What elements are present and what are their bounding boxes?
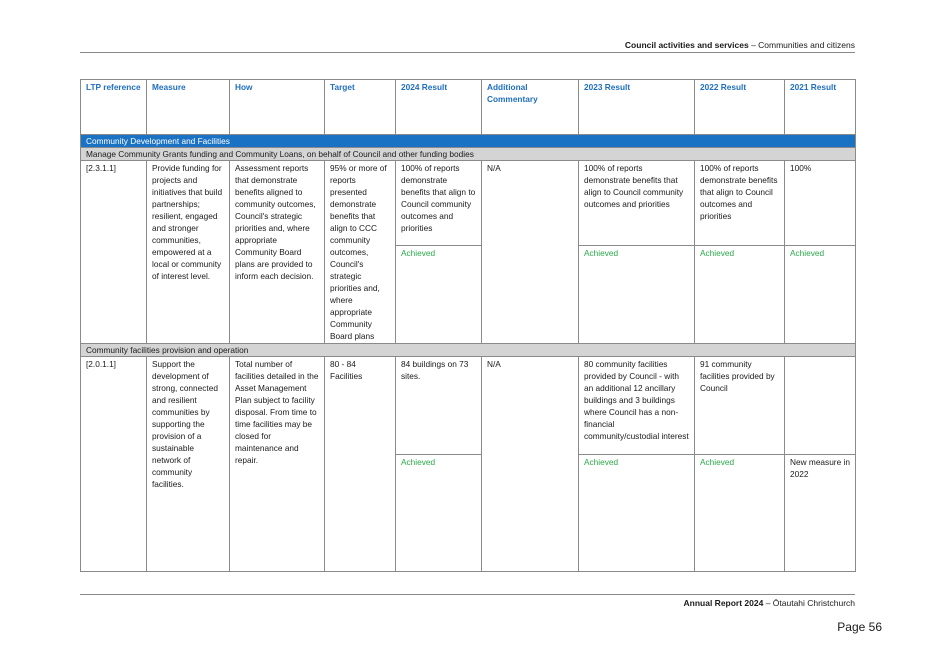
status-2022: Achieved <box>695 246 785 344</box>
header-title: Council activities and services <box>624 40 749 50</box>
col-header: How <box>230 80 325 135</box>
header-subtitle: – Communities and citizens <box>748 40 855 50</box>
group-title-row <box>81 148 856 161</box>
table-row <box>81 161 856 246</box>
ltp-reference: [2.3.1.1] <box>81 161 147 344</box>
section-title: Community Development and Facilities <box>81 135 856 148</box>
measure-cell: Support the development of strong, connected and resilient communities by supporting the provision of a sustainable network of community facilities. <box>147 357 230 572</box>
how-cell: Total number of facilities detailed in the Asset Management Plan subject to facility disposal. From time to time facilities may be closed for maintenance and repair. <box>230 357 325 572</box>
commentary-cell: N/A <box>482 161 579 344</box>
status-2023: Achieved <box>579 246 695 344</box>
table-row <box>81 357 856 455</box>
page-number: Page 56 <box>837 620 882 634</box>
result-2022: 100% of reports demonstrate benefits that align to Council outcomes and priorities <box>695 161 785 246</box>
col-header: 2024 Result <box>396 80 482 135</box>
result-2024: 84 buildings on 73 sites. <box>396 357 482 455</box>
footer-subtitle: – Ōtautahi Christchurch <box>763 598 855 608</box>
col-header: Additional Commentary <box>482 80 579 135</box>
footer-divider <box>80 594 855 595</box>
target-cell: 95% or more of reports presented demonstrate benefits that align to CCC community outcomes, Council's strategic priorities and, where appropriate Community Board plans <box>325 161 396 344</box>
running-footer <box>684 598 855 608</box>
col-header: LTP reference <box>81 80 147 135</box>
status-2021: Achieved <box>785 246 856 344</box>
commentary-cell: N/A <box>482 357 579 572</box>
status-2024: Achieved <box>396 455 482 572</box>
measure-cell: Provide funding for projects and initiatives that build partnerships; resilient, engaged and stronger communities, empowered at a local or community of interest level. <box>147 161 230 344</box>
ltp-reference: [2.0.1.1] <box>81 357 147 572</box>
target-cell: 80 - 84 Facilities <box>325 357 396 572</box>
footer-title: Annual Report 2024 <box>683 598 764 608</box>
group-title: Manage Community Grants funding and Community Loans, on behalf of Council and other funding bodies <box>81 148 856 161</box>
col-header: Target <box>325 80 396 135</box>
performance-table <box>80 79 856 572</box>
section-row <box>81 135 856 148</box>
col-header: 2023 Result <box>579 80 695 135</box>
result-2021: 100% <box>785 161 856 246</box>
status-2024: Achieved <box>396 246 482 344</box>
running-header <box>625 40 855 50</box>
column-header-row <box>81 80 856 135</box>
col-header: Measure <box>147 80 230 135</box>
status-2022: Achieved <box>695 455 785 572</box>
header-divider <box>80 52 855 53</box>
group-title: Community facilities provision and operation <box>81 344 856 357</box>
status-2023: Achieved <box>579 455 695 572</box>
col-header: 2021 Result <box>785 80 856 135</box>
result-2023: 80 community facilities provided by Council - with an additional 12 ancillary buildings and 3 buildings where Council has a non-financial community/custodial interest <box>579 357 695 455</box>
result-2023: 100% of reports demonstrate benefits that align to Council community outcomes and priorities <box>579 161 695 246</box>
result-2021 <box>785 357 856 455</box>
group-title-row <box>81 344 856 357</box>
how-cell: Assessment reports that demonstrate benefits aligned to community outcomes, Council's strategic priorities and, where appropriate Community Board plans are provided to inform each decision. <box>230 161 325 344</box>
result-2024: 100% of reports demonstrate benefits that align to Council community outcomes and priorities <box>396 161 482 246</box>
col-header: 2022 Result <box>695 80 785 135</box>
status-2021: New measure in 2022 <box>785 455 856 572</box>
result-2022: 91 community facilities provided by Council <box>695 357 785 455</box>
